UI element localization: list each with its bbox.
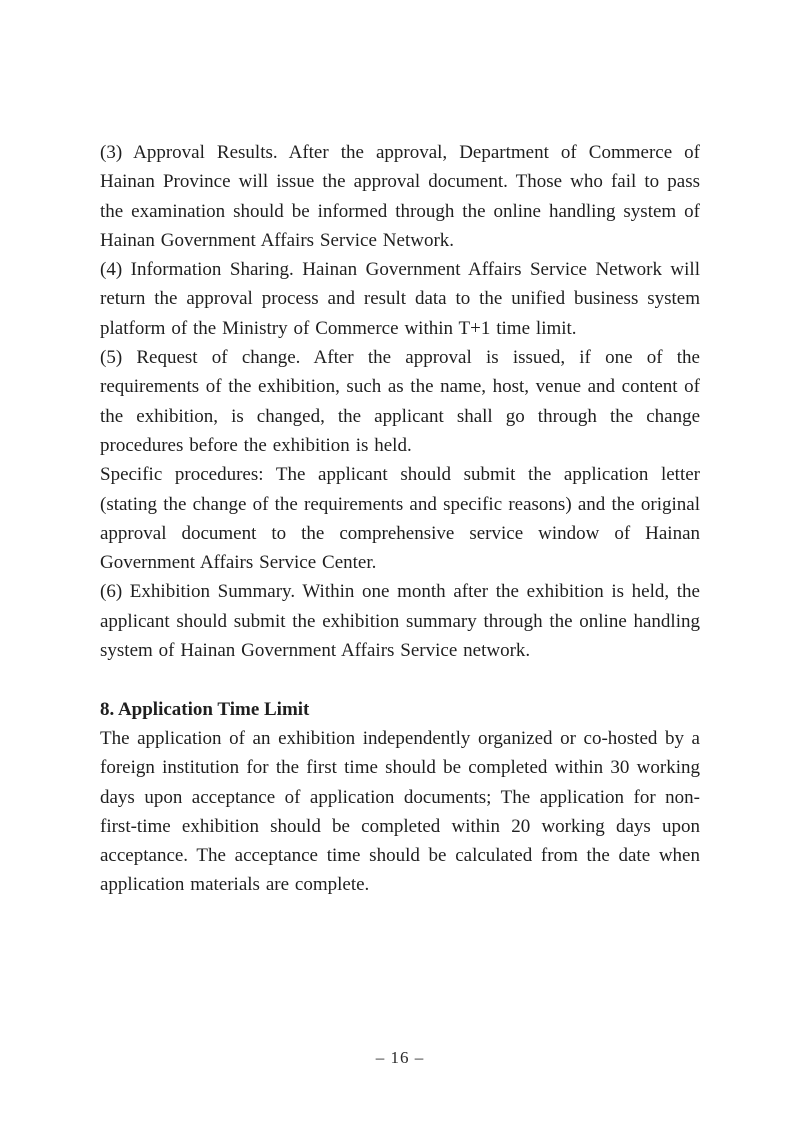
paragraph-request-of-change: (5) Request of change. After the approval is issued, if one of the requirements of the exhibition, such as the name, host, venue and content of the exhibition, is changed, the applicant shall go through the change procedures before the exhibition is held. — [100, 347, 700, 456]
document-body — [100, 138, 700, 900]
page-number: – 16 – — [375, 1048, 425, 1067]
paragraph-specific-procedures: Specific procedures: The applicant should submit the application letter (stating the change of the requirements and specific reasons) and the original approval document to the comprehensive service window of Hainan Government Affairs Service Center. — [100, 464, 700, 574]
paragraph-exhibition-summary: (6) Exhibition Summary. Within one month after the exhibition is held, the applicant should submit the exhibition summary through the online handling system of Hainan Government Affairs Service network. — [100, 581, 700, 662]
paragraph-information-sharing: (4) Information Sharing. Hainan Government Affairs Service Network will return the approval process and result data to the unified business system platform of the Ministry of Commerce within T+1 time limit. — [100, 259, 700, 339]
paragraph-approval-results: (3) Approval Results. After the approval, Department of Commerce of Hainan Province will issue the approval document. Those who fail to pass the examination should be informed through the online handling system of Hainan Government Affairs Service Network. — [100, 142, 700, 251]
paragraph-application-time-limit-body: The application of an exhibition independently organized or co-hosted by a foreign institution for the first time should be completed within 30 working days upon acceptance of application documents; The application for non-first-time exhibition should be completed within 20 working days upon acceptance. The acceptance time should be calculated from the date when application materials are complete. — [100, 727, 700, 896]
section-heading-application-time-limit: 8. Application Time Limit — [100, 698, 310, 720]
